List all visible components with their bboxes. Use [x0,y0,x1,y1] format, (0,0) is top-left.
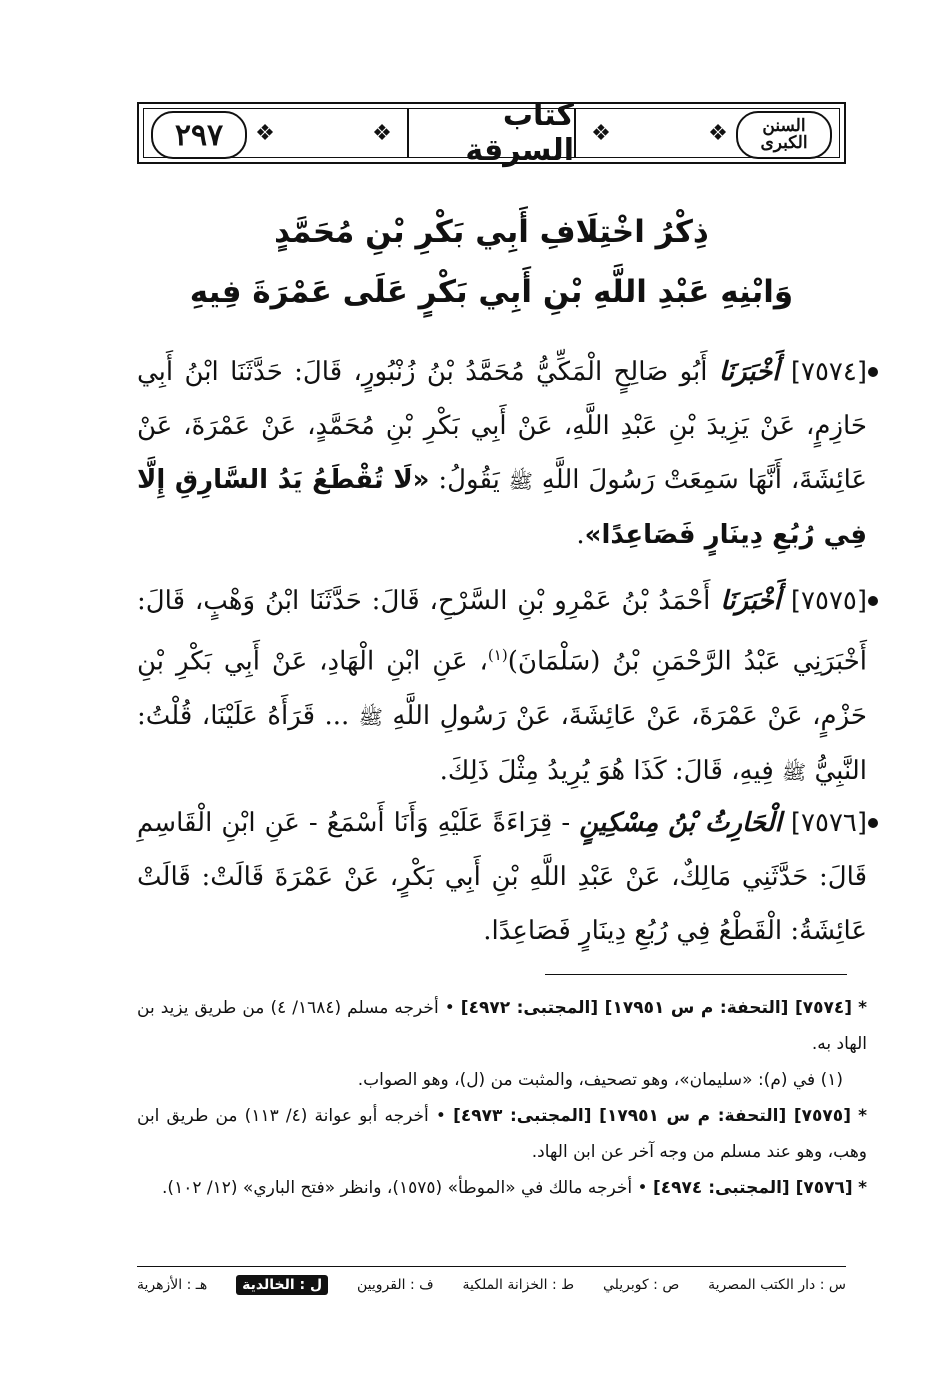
key-item: س : دار الكتب المصرية [708,1277,846,1293]
salutation-glyph: ﷺ [782,759,807,784]
footnote-reference: [٧٥٧٥] [التحفة: م س ١٧٩٥١] [المجتبى: ٤٩٧٣] [453,1106,851,1126]
book-title: كتاب السرقة [465,98,574,168]
footnote-marker[interactable]: (١) [487,646,508,664]
footnote-text: • أخرجه أبو عوانة (٤/ ١١٣) من طريق ابن وهب، وهو عند مسلم من وجه آخر عن ابن الهاد. [137,1106,867,1162]
hadith-text: - قِرَاءَةً عَلَيْهِ وَأَنَا أَسْمَعُ - عَنِ ابْنِ الْقَاسِمِ قَالَ: حَدَّثَنِي مَالِكٌ، عَنْ عَبْدِ اللَّهِ بْنِ أَبِي بَكْرٍ، عَنْ عَمْرَةَ قَالَتْ: قَالَتْ عَائِشَةُ: الْقَطْعُ فِي رُبُعِ دِينَارٍ فَصَاعِدًا. [137,808,867,946]
footnote-separator [545,974,847,975]
bullet-icon [868,367,878,377]
running-header [137,98,846,168]
footnote-reference: [٧٥٧٤] [التحفة: م س ١٧٩٥١] [المجتبى: ٤٩٧٢] [460,998,853,1018]
bullet-icon [868,818,878,828]
footnote-text: • أخرجه مالك في «الموطأ» (١٥٧٥)، وانظر «فتح الباري» (١٢/ ١٠٢). [162,1178,648,1198]
hadith-number: [٧٥٧٥] [790,586,868,616]
hadith-7576 [137,796,867,958]
ornament-icon: ❖ [255,120,275,146]
footnote-text: • أخرجه مسلم (١٦٨٤/ ٤) من طريق يزيد بن الهاد به. [137,998,867,1054]
salutation-glyph: ﷺ [508,469,533,493]
footnote-star: * [858,1106,867,1126]
hadith-text: فِيهِ، قَالَ: كَذَا هُوَ يُرِيدُ مِثْلَ ذَلِكَ. [439,755,774,786]
footnote-item [137,990,867,1062]
hadith-text: ، عَنِ ابْنِ الْهَادِ، عَنْ أَبِي بَكْرِ بْنِ حَزْمٍ، عَنْ عَمْرَةَ، عَنْ عَائِشَةَ، عَنْ رَسُولِ اللَّهِ [137,646,868,731]
key-item: ص : كوبريلي [602,1277,680,1293]
footnote-star: * [858,998,867,1018]
chapter-title-line-2: وَابْنِهِ عَبْدِ اللَّهِ بْنِ أَبِي بَكْرٍ عَلَى عَمْرَةَ فِيهِ [189,274,794,310]
ornament-icon: ❖ [372,120,392,146]
hadith-number: [٧٥٧٦] [790,808,868,838]
footnotes [137,990,867,1206]
narration-formula: أَخْبَرَنَا [718,357,780,387]
hadith-text: ... قَرَأَهُ عَلَيْنَا، قُلْتُ: النَّبِيُّ [137,700,867,786]
key-item: ف : القرويين [357,1277,434,1293]
hadith-text: . [576,520,585,550]
ornament-icon: ❖ [591,120,611,146]
prophetic-quote: «لَا تُقْطَعُ يَدُ السَّارِقِ إِلَّا فِي رُبُعِ دِينَارٍ فَصَاعِدًا» [137,465,867,550]
page-number: ٢٩٧ [174,117,224,153]
title-frame [407,98,576,168]
key-item-highlighted: ل : الخالدية [236,1275,328,1295]
hadith-text: أَحْمَدُ بْنُ عَمْرِو بْنِ السَّرْحِ، قَالَ: حَدَّثَنَا ابْنُ وَهْبٍ، قَالَ: أَخْبَرَنِي عَبْدُ الرَّحْمَنِ بْنُ (سَلْمَانَ) [137,586,867,677]
key-item: ط : الخزانة الملكية [462,1277,575,1293]
logo-text: السنن الكبرى [760,116,808,153]
hadith-number: [٧٥٧٤] [790,357,868,387]
footnote-star: * [858,1178,867,1198]
salutation-glyph: ﷺ [358,704,383,729]
footnote-text: (١) في (م): «سليمان»، وهو تصحيف، والمثبت من (ل)، وهو الصواب. [357,1070,843,1090]
key-item: هـ : الأزهرية [137,1277,208,1293]
hadith-7574 [137,345,867,562]
page-number-box [151,111,247,159]
footnote-item [137,1170,867,1206]
key-separator [137,1266,846,1267]
footnote-reference: [٧٥٧٦] [المجتبى: ٤٩٧٤] [652,1178,853,1198]
series-logo [736,111,832,159]
bullet-icon [868,596,878,606]
hadith-7575 [137,574,867,799]
narration-formula: أَخْبَرَنَا [720,586,781,616]
manuscript-key [137,1275,846,1295]
ornament-icon: ❖ [708,120,728,146]
hadith-text: يَقُولُ: [438,465,500,495]
chapter-title-line-1: ذِكْرُ اخْتِلَافِ أَبِي بَكْرِ بْنِ مُحَمَّدٍ [274,214,709,250]
hadith-text: أَبُو صَالِحٍ الْمَكِّيُّ مُحَمَّدُ بْنُ زُنْبُورٍ، قَالَ: حَدَّثَنَا ابْنُ أَبِي حَازِمٍ، عَنْ يَزِيدَ بْنِ عَبْدِ اللَّهِ، عَنْ أَبِي بَكْرِ بْنِ مُحَمَّدٍ، عَنْ عَمْرَةَ، عَنْ عَائِشَةَ، أَنَّهَا سَمِعَتْ رَسُولَ اللَّهِ [137,357,868,495]
footnote-item [137,1098,867,1170]
narrator-name: الْحَارِثُ بْنُ مِسْكِينٍ [579,808,782,838]
footnote-item [137,1062,867,1098]
